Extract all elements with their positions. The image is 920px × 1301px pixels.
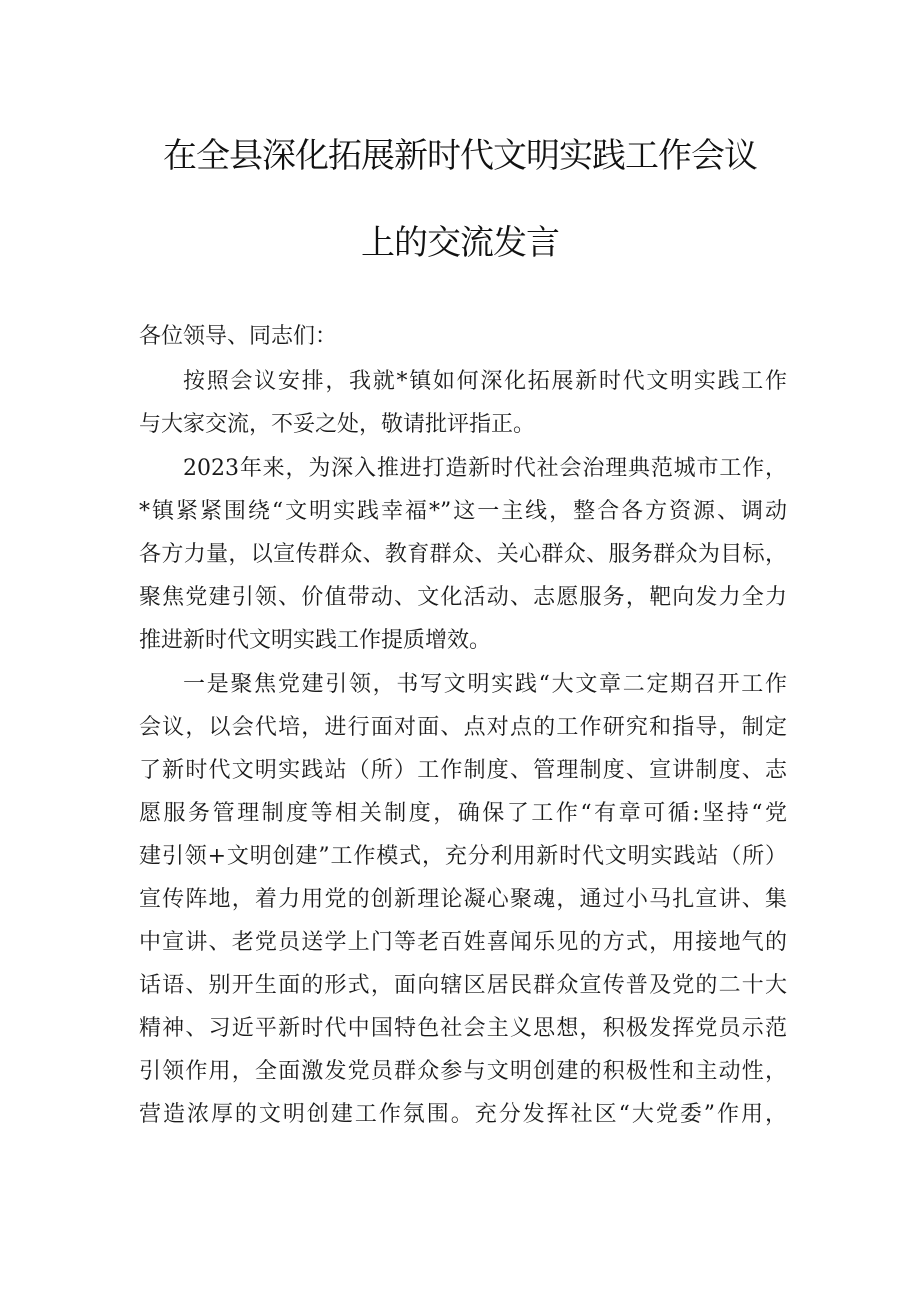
paragraph-3-line-10: 引领作用，全面激发党员群众参与文明创建的积极性和主动性， [139, 1059, 787, 1084]
paragraph-2-line-2: *镇紧紧围绕“文明实践幸福*”这一主线，整合各方资源、调动 [139, 499, 787, 524]
paragraph-1-line-2: 与大家交流，不妥之处，敬请批评指正。 [139, 412, 536, 437]
paragraph-2-line-3: 各方力量，以宣传群众、教育群众、关心群众、服务群众为目标， [139, 542, 787, 567]
paragraph-3-line-1: 一是聚焦党建引领，书写文明实践“大文章二定期召开工作 [183, 672, 787, 697]
paragraph-2-line-4: 聚焦党建引领、价值带动、文化活动、志愿服务，靶向发力全力 [139, 585, 787, 610]
paragraph-3-line-2: 会议，以会代培，进行面对面、点对点的工作研究和指导，制定 [139, 715, 787, 740]
document-title-line-2: 上的交流发言 [361, 223, 559, 263]
paragraph-3-line-8: 话语、别开生面的形式，面向辖区居民群众宣传普及党的二十大 [139, 973, 787, 998]
salutation: 各位领导、同志们： [139, 324, 338, 349]
paragraph-3-line-9: 精神、习近平新时代中国特色社会主义思想，积极发挥党员示范 [139, 1016, 787, 1041]
document-title-line-1: 在全县深化拓展新时代文明实践工作会议 [163, 136, 757, 176]
paragraph-3-line-5: 建引领+文明创建”工作模式，充分利用新时代文明实践站（所） [139, 844, 787, 869]
paragraph-2-line-1: 2023年来，为深入推进打造新时代社会治理典范城市工作， [183, 456, 787, 481]
paragraph-3-line-3: 了新时代文明实践站（所）工作制度、管理制度、宣讲制度、志 [139, 758, 787, 783]
paragraph-1-line-1: 按照会议安排，我就*镇如何深化拓展新时代文明实践工作 [183, 369, 787, 394]
paragraph-3-line-11: 营造浓厚的文明创建工作氛围。充分发挥社区“大党委”作用， [139, 1102, 787, 1127]
paragraph-3-line-7: 中宣讲、老党员送学上门等老百姓喜闻乐见的方式，用接地气的 [139, 930, 787, 955]
paragraph-2-line-5: 推进新时代文明实践工作提质增效。 [139, 628, 492, 653]
paragraph-3-line-6: 宣传阵地，着力用党的创新理论凝心聚魂，通过小马扎宣讲、集 [139, 887, 787, 912]
paragraph-3-line-4: 愿服务管理制度等相关制度，确保了工作“有章可循:坚持“党 [139, 801, 787, 826]
